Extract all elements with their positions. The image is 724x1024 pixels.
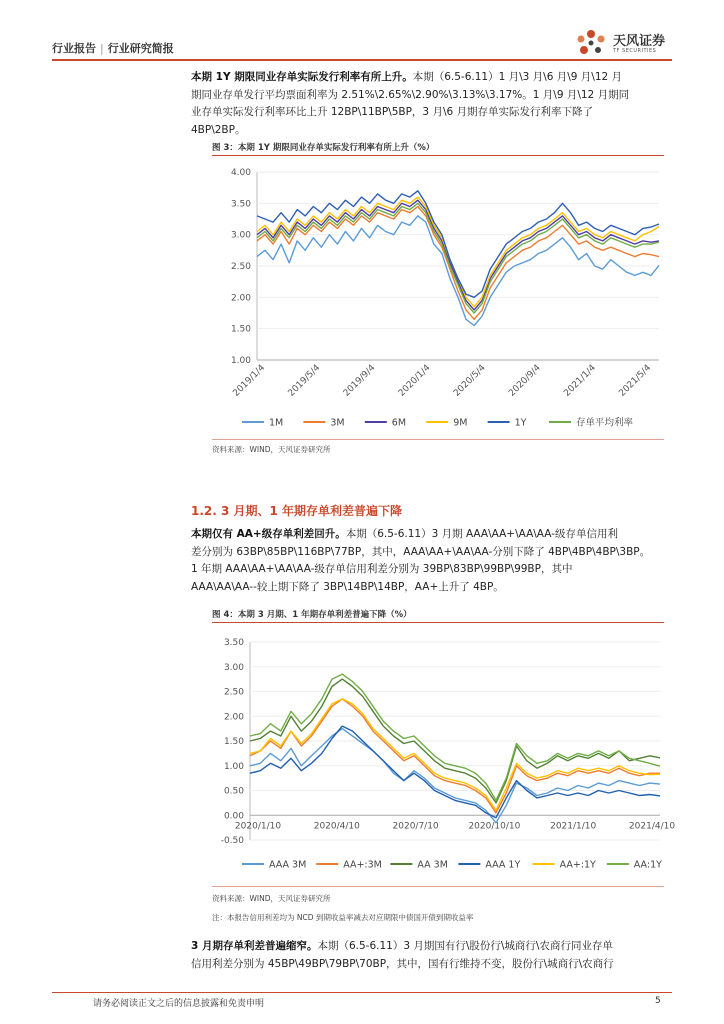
y-tick-label: -0.50 — [220, 836, 244, 846]
series-line — [250, 699, 660, 810]
x-tick-label: 2019/1/4 — [231, 363, 268, 399]
figure-3-title: 图 3：本期 1Y 期限同业存单实际发行利率有所上升（%） — [212, 143, 435, 153]
legend-label: 1Y — [514, 417, 527, 429]
x-tick-label: 2020/7/10 — [392, 821, 439, 832]
legend-label: 1M — [269, 417, 284, 429]
figure-4-title: 图 4：本期 3 月期、1 年期存单利差普遍下降（%） — [212, 610, 412, 620]
legend-label: 存单平均利率 — [576, 417, 634, 429]
series-line — [257, 200, 659, 310]
y-tick-label: 1.00 — [223, 761, 244, 772]
figure-4-divider — [212, 622, 664, 623]
chart-ncd-rates — [212, 160, 664, 440]
y-tick-label: 0.00 — [223, 811, 244, 822]
y-tick-label: 3.50 — [223, 638, 244, 648]
x-tick-label: 2020/5/4 — [452, 363, 488, 399]
y-tick-label: 1.50 — [223, 737, 244, 747]
para-line: 1 年期 AAA\AA+\AA\AA-级存单信用利差分别为 39BP\83BP\99BP\99BP，其中 — [191, 563, 573, 575]
figure-3-source: 资料来源：WIND，天风证券研究所 — [212, 445, 331, 454]
company-logo — [573, 28, 673, 58]
x-tick-label: 2020/9/4 — [507, 363, 543, 399]
x-tick-label: 2021/4/10 — [628, 821, 676, 832]
legend-label: AAA 1Y — [485, 859, 521, 871]
y-tick-label: 2.00 — [230, 293, 251, 304]
x-tick-label: 2020/1/4 — [396, 363, 433, 399]
y-tick-label: 1.00 — [230, 356, 251, 366]
x-tick-label: 2020/1/10 — [234, 821, 282, 832]
y-tick-label: 3.00 — [223, 662, 244, 673]
report-category: 行业报告 — [52, 42, 96, 55]
figure-3-divider — [212, 155, 664, 156]
para-line: 本期 1Y 期限同业存单实际发行利率有所上升。本期（6.5-6.11）1 月\3 月\6 月\9 月\12 月 — [191, 71, 623, 83]
x-tick-label: 2020/4/10 — [313, 821, 360, 832]
para-line: 3 月期存单利差普遍缩窄。本期（6.5-6.11）3 月期国有行\股份行\城商行\农商行同业存单 — [191, 940, 613, 952]
footer-divider — [52, 992, 672, 993]
chart-credit-spreads — [212, 630, 676, 885]
report-subcategory: 行业研究简报 — [107, 42, 174, 55]
y-tick-label: 2.50 — [230, 262, 251, 272]
para-line: AAA\AA\AA--较上期下降了 3BP\14BP\14BP，AA+上升了 4BP。 — [191, 580, 504, 593]
y-tick-label: 3.50 — [230, 199, 251, 210]
y-tick-label: 1.50 — [230, 324, 251, 335]
legend-label: AA+:1Y — [559, 859, 596, 871]
para-line: 业存单实际发行利率环比上升 12BP\11BP\5BP，3 月\6 月期存单实际发行利率下降了 — [191, 106, 593, 118]
legend-label: AA+:3M — [343, 859, 382, 871]
y-tick-label: 0.50 — [223, 786, 244, 797]
header-separator: | — [100, 42, 104, 55]
series-line — [257, 216, 659, 326]
series-line — [257, 207, 659, 320]
legend-label: 3M — [330, 417, 345, 429]
series-line — [250, 729, 660, 823]
para-lead: 本期仅有 AA+级存单利差回升。 — [191, 528, 346, 540]
page-number: 5 — [655, 996, 661, 1006]
para-lead: 3 月期存单利差普遍缩窄。 — [191, 940, 318, 952]
y-tick-label: 3.00 — [230, 230, 251, 241]
report-header — [52, 40, 174, 56]
footer-disclaimer: 请务必阅读正文之后的信息披露和免责申明 — [93, 999, 265, 1009]
section-heading: 1.2. 3 月期、1 年期存单利差普遍下降 — [191, 504, 403, 518]
figure-4-note: 注：本报告信用利差均为 NCD 到期收益率减去对应期限中债国开债到期收益率 — [212, 913, 474, 922]
paragraph-3m-spreads — [191, 938, 666, 973]
x-tick-label: 2021/1/10 — [550, 821, 597, 832]
figure-4-source-divider — [212, 886, 664, 887]
y-tick-label: 2.50 — [223, 687, 244, 698]
figure-3-source-divider — [212, 439, 664, 440]
figure-4-source: 资料来源：WIND，天风证券研究所 — [212, 894, 331, 903]
legend-label: 9M — [453, 417, 468, 429]
legend-label: AAA 3M — [269, 859, 307, 871]
logo-sub: TF SECURITIES — [613, 48, 657, 54]
x-tick-label: 2019/5/4 — [286, 363, 323, 399]
para-lead: 本期 1Y 期限同业存单实际发行利率有所上升。 — [191, 71, 413, 83]
legend-label: AA 3M — [417, 859, 448, 871]
series-line — [250, 726, 660, 818]
legend-label: 6M — [391, 417, 407, 429]
x-tick-label: 2019/9/4 — [341, 363, 378, 399]
para-line: 本期仅有 AA+级存单利差回升。本期（6.5-6.11）3 月期 AAA\AA+\AA\AA-级存单信用利 — [191, 528, 619, 540]
y-tick-label: 2.00 — [223, 712, 244, 723]
para-line: 期同业存单发行平均票面利率为 2.51%\2.65%\2.90%\3.13%\3.17%。1 月\9 月\12 月期同 — [191, 88, 630, 101]
legend-label: AA:1Y — [633, 859, 662, 871]
x-tick-label: 2021/1/4 — [562, 363, 598, 399]
para-line: 信用利差分别为 45BP\49BP\79BP\70BP，其中，国有行维持不变，股份行\城商行\农商行 — [191, 957, 614, 970]
series-line — [250, 674, 660, 800]
logo-mark-icon — [573, 28, 609, 58]
paragraph-1yr-rates — [191, 69, 666, 139]
x-tick-label: 2020/10/10 — [468, 821, 521, 832]
para-line: 4BP\2BP。 — [191, 123, 246, 136]
header-divider — [52, 59, 672, 61]
logo-name: 天风证券 — [613, 34, 666, 49]
para-line: 差分别为 63BP\85BP\116BP\77BP，其中，AAA\AA+\AA\AA-分别下降了 4BP\4BP\4BP\3BP。 — [191, 545, 651, 558]
paragraph-credit-spreads — [191, 526, 666, 596]
y-tick-label: 4.00 — [230, 168, 251, 178]
x-tick-label: 2021/5/4 — [617, 363, 654, 399]
